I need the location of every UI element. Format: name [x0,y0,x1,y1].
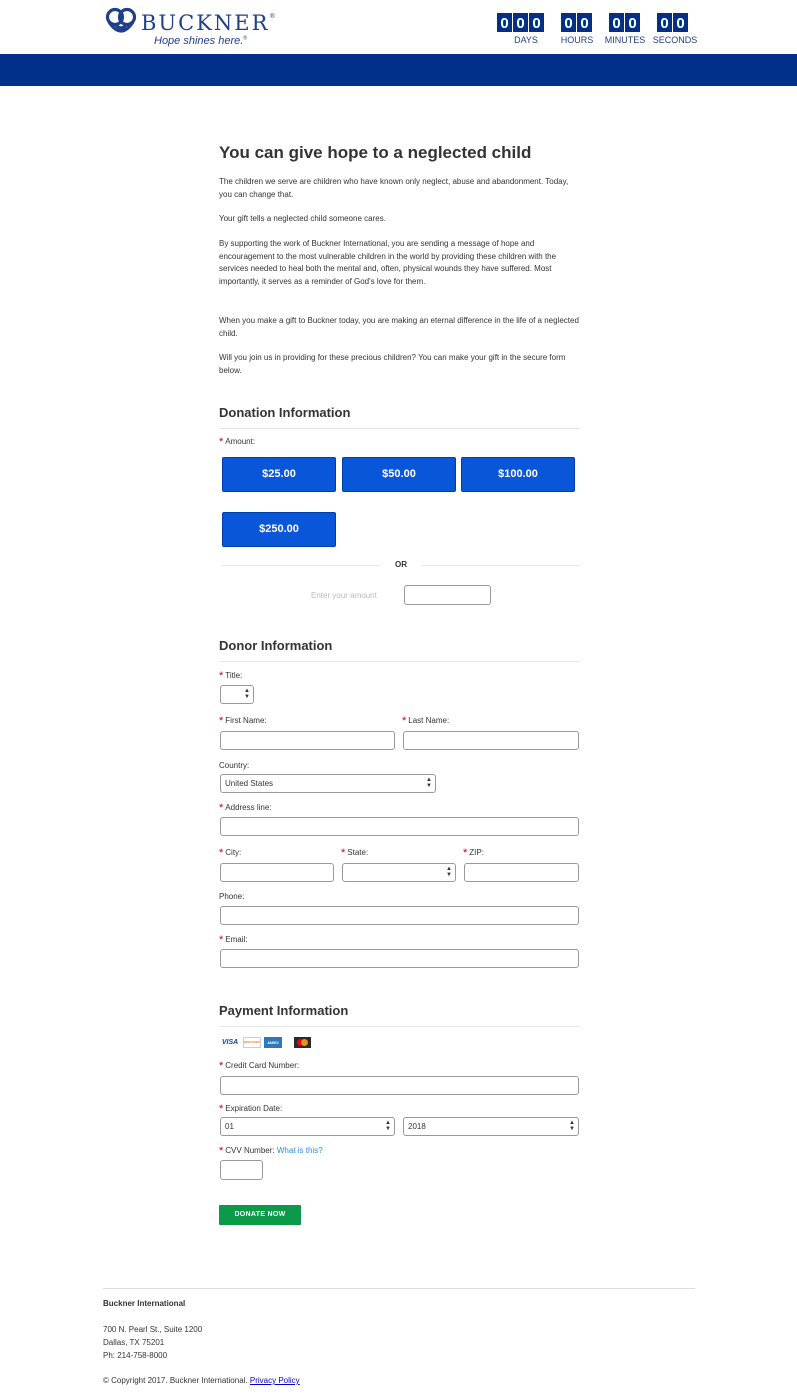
enter-amount-label: Enter your amount [311,591,377,600]
required-marker: * [219,847,224,859]
cc-number-input[interactable] [220,1076,579,1095]
or-divider [222,565,380,566]
donation-section-title: Donation Information [219,405,580,429]
visa-card-icon: VISA [221,1039,239,1046]
countdown-seconds-digit: 0 [672,12,689,33]
phone-label: Phone: [219,892,245,901]
mastercard-card-icon [294,1037,311,1048]
title-label: * Title: [219,670,243,682]
select-arrows-icon: ▲ ▼ [446,866,452,878]
address-label: * Address line: [219,802,272,814]
expiration-label: * Expiration Date: [219,1103,283,1115]
header-band [0,54,797,86]
amount-button-250[interactable]: $250.00 [222,512,336,547]
cvv-label: * CVV Number: What is this? [219,1145,323,1157]
select-arrows-icon: ▲ ▼ [244,688,250,700]
intro-paragraph: Will you join us in providing for these precious children? You can make your gift in the secure form below. [219,353,566,375]
required-marker: * [402,715,407,727]
countdown-hours-digit: 0 [576,12,593,33]
required-marker: * [219,934,224,946]
amount-label: * Amount: [219,436,256,448]
countdown-minutes-digit: 0 [624,12,641,33]
email-input[interactable] [220,949,579,968]
city-label: * City: [219,847,242,859]
required-marker: * [219,436,224,448]
country-label: Country: [219,761,250,770]
countdown-timer [496,12,706,48]
cvv-input[interactable] [220,1160,263,1180]
select-arrows-icon: ▲ ▼ [426,777,432,789]
last-name-input[interactable] [403,731,579,750]
cvv-help-link[interactable]: What is this? [276,1146,323,1155]
or-divider [422,565,580,566]
countdown-seconds-digit: 0 [656,12,673,33]
amex-card-icon: AMEX [264,1037,282,1048]
or-text: OR [395,560,407,569]
amount-button-25[interactable]: $25.00 [222,457,336,492]
email-label: * Email: [219,934,248,946]
zip-label: * ZIP: [463,847,484,859]
mastercard-circles-icon [294,1037,311,1048]
exp-year-select[interactable]: 2018 ▲ ▼ [403,1117,579,1136]
site-header [0,0,797,54]
amount-button-100[interactable]: $100.00 [461,457,575,492]
intro-paragraph: Your gift tells a neglected child someone cares. [219,214,386,223]
first-name-input[interactable] [220,731,395,750]
footer-phone: Ph: 214-758-8000 [103,1351,168,1360]
countdown-days-digit: 0 [496,12,513,33]
city-input[interactable] [220,863,334,882]
countdown-hours-label: HOURS [560,35,594,45]
intro-paragraph: By supporting the work of Buckner International, you are sending a message of hope and encouragement to the most vulnerable children in the world by providing these children with the services needed to heal both the mental and, often, physical wounds they have suffered. Most importantly, it serves as a reminder of God's love for them. [219,239,557,286]
state-label: * State: [341,847,369,859]
intro-paragraph: The children we serve are children who have known only neglect, abuse and abandonment. Today, you can change that. [219,177,569,199]
intro-paragraph: When you make a gift to Buckner today, you are making an eternal difference in the life of a neglected child. [219,316,579,338]
required-marker: * [463,847,468,859]
zip-input[interactable] [464,863,579,882]
exp-month-select[interactable]: 01 ▲ ▼ [220,1117,395,1136]
countdown-minutes-digit: 0 [608,12,625,33]
required-marker: * [219,670,224,682]
privacy-policy-link[interactable]: Privacy Policy [249,1376,300,1385]
site-footer [103,1288,695,1385]
select-arrows-icon: ▲ ▼ [385,1120,391,1132]
amount-button-50[interactable]: $50.00 [342,457,456,492]
footer-org-name: Buckner International [103,1299,186,1308]
first-name-label: * First Name: [219,715,267,727]
card-icons [220,1037,311,1048]
required-marker: * [219,715,224,727]
donor-section-title: Donor Information [219,638,580,662]
donate-now-button[interactable]: DONATE NOW [219,1205,301,1225]
logo-tagline: Hope shines here.® [154,35,247,47]
country-select[interactable]: United States ▲ ▼ [220,774,436,793]
select-arrows-icon: ▲ ▼ [569,1120,575,1132]
countdown-minutes-label: MINUTES [604,35,646,45]
footer-address-line: 700 N. Pearl St., Suite 1200 [103,1325,203,1334]
countdown-days-label: DAYS [514,35,538,45]
buckner-logo[interactable] [104,6,284,50]
phone-input[interactable] [220,906,579,925]
discover-card-icon: DISCOVER [243,1037,261,1048]
required-marker: * [219,1060,224,1072]
last-name-label: * Last Name: [402,715,450,727]
required-marker: * [219,802,224,814]
buckner-heart-logo-icon [104,6,138,38]
countdown-hours-digit: 0 [560,12,577,33]
footer-address-line: Dallas, TX 75201 [103,1338,165,1347]
address-input[interactable] [220,817,579,836]
custom-amount-input[interactable] [404,585,491,605]
page-title: You can give hope to a neglected child [219,143,532,162]
countdown-seconds-label: SECONDS [652,35,698,45]
payment-section-title: Payment Information [219,1003,580,1027]
logo-wordmark: BUCKNER® [141,11,276,35]
title-select[interactable] [220,685,254,704]
required-marker: * [219,1103,224,1115]
cc-number-label: * Credit Card Number: [219,1060,300,1072]
countdown-days-digit: 0 [528,12,545,33]
countdown-days-digit: 0 [512,12,529,33]
required-marker: * [219,1145,224,1157]
state-select[interactable] [342,863,456,882]
footer-copyright: © Copyright 2017. Buckner International. Privacy Policy [103,1376,300,1385]
required-marker: * [341,847,346,859]
